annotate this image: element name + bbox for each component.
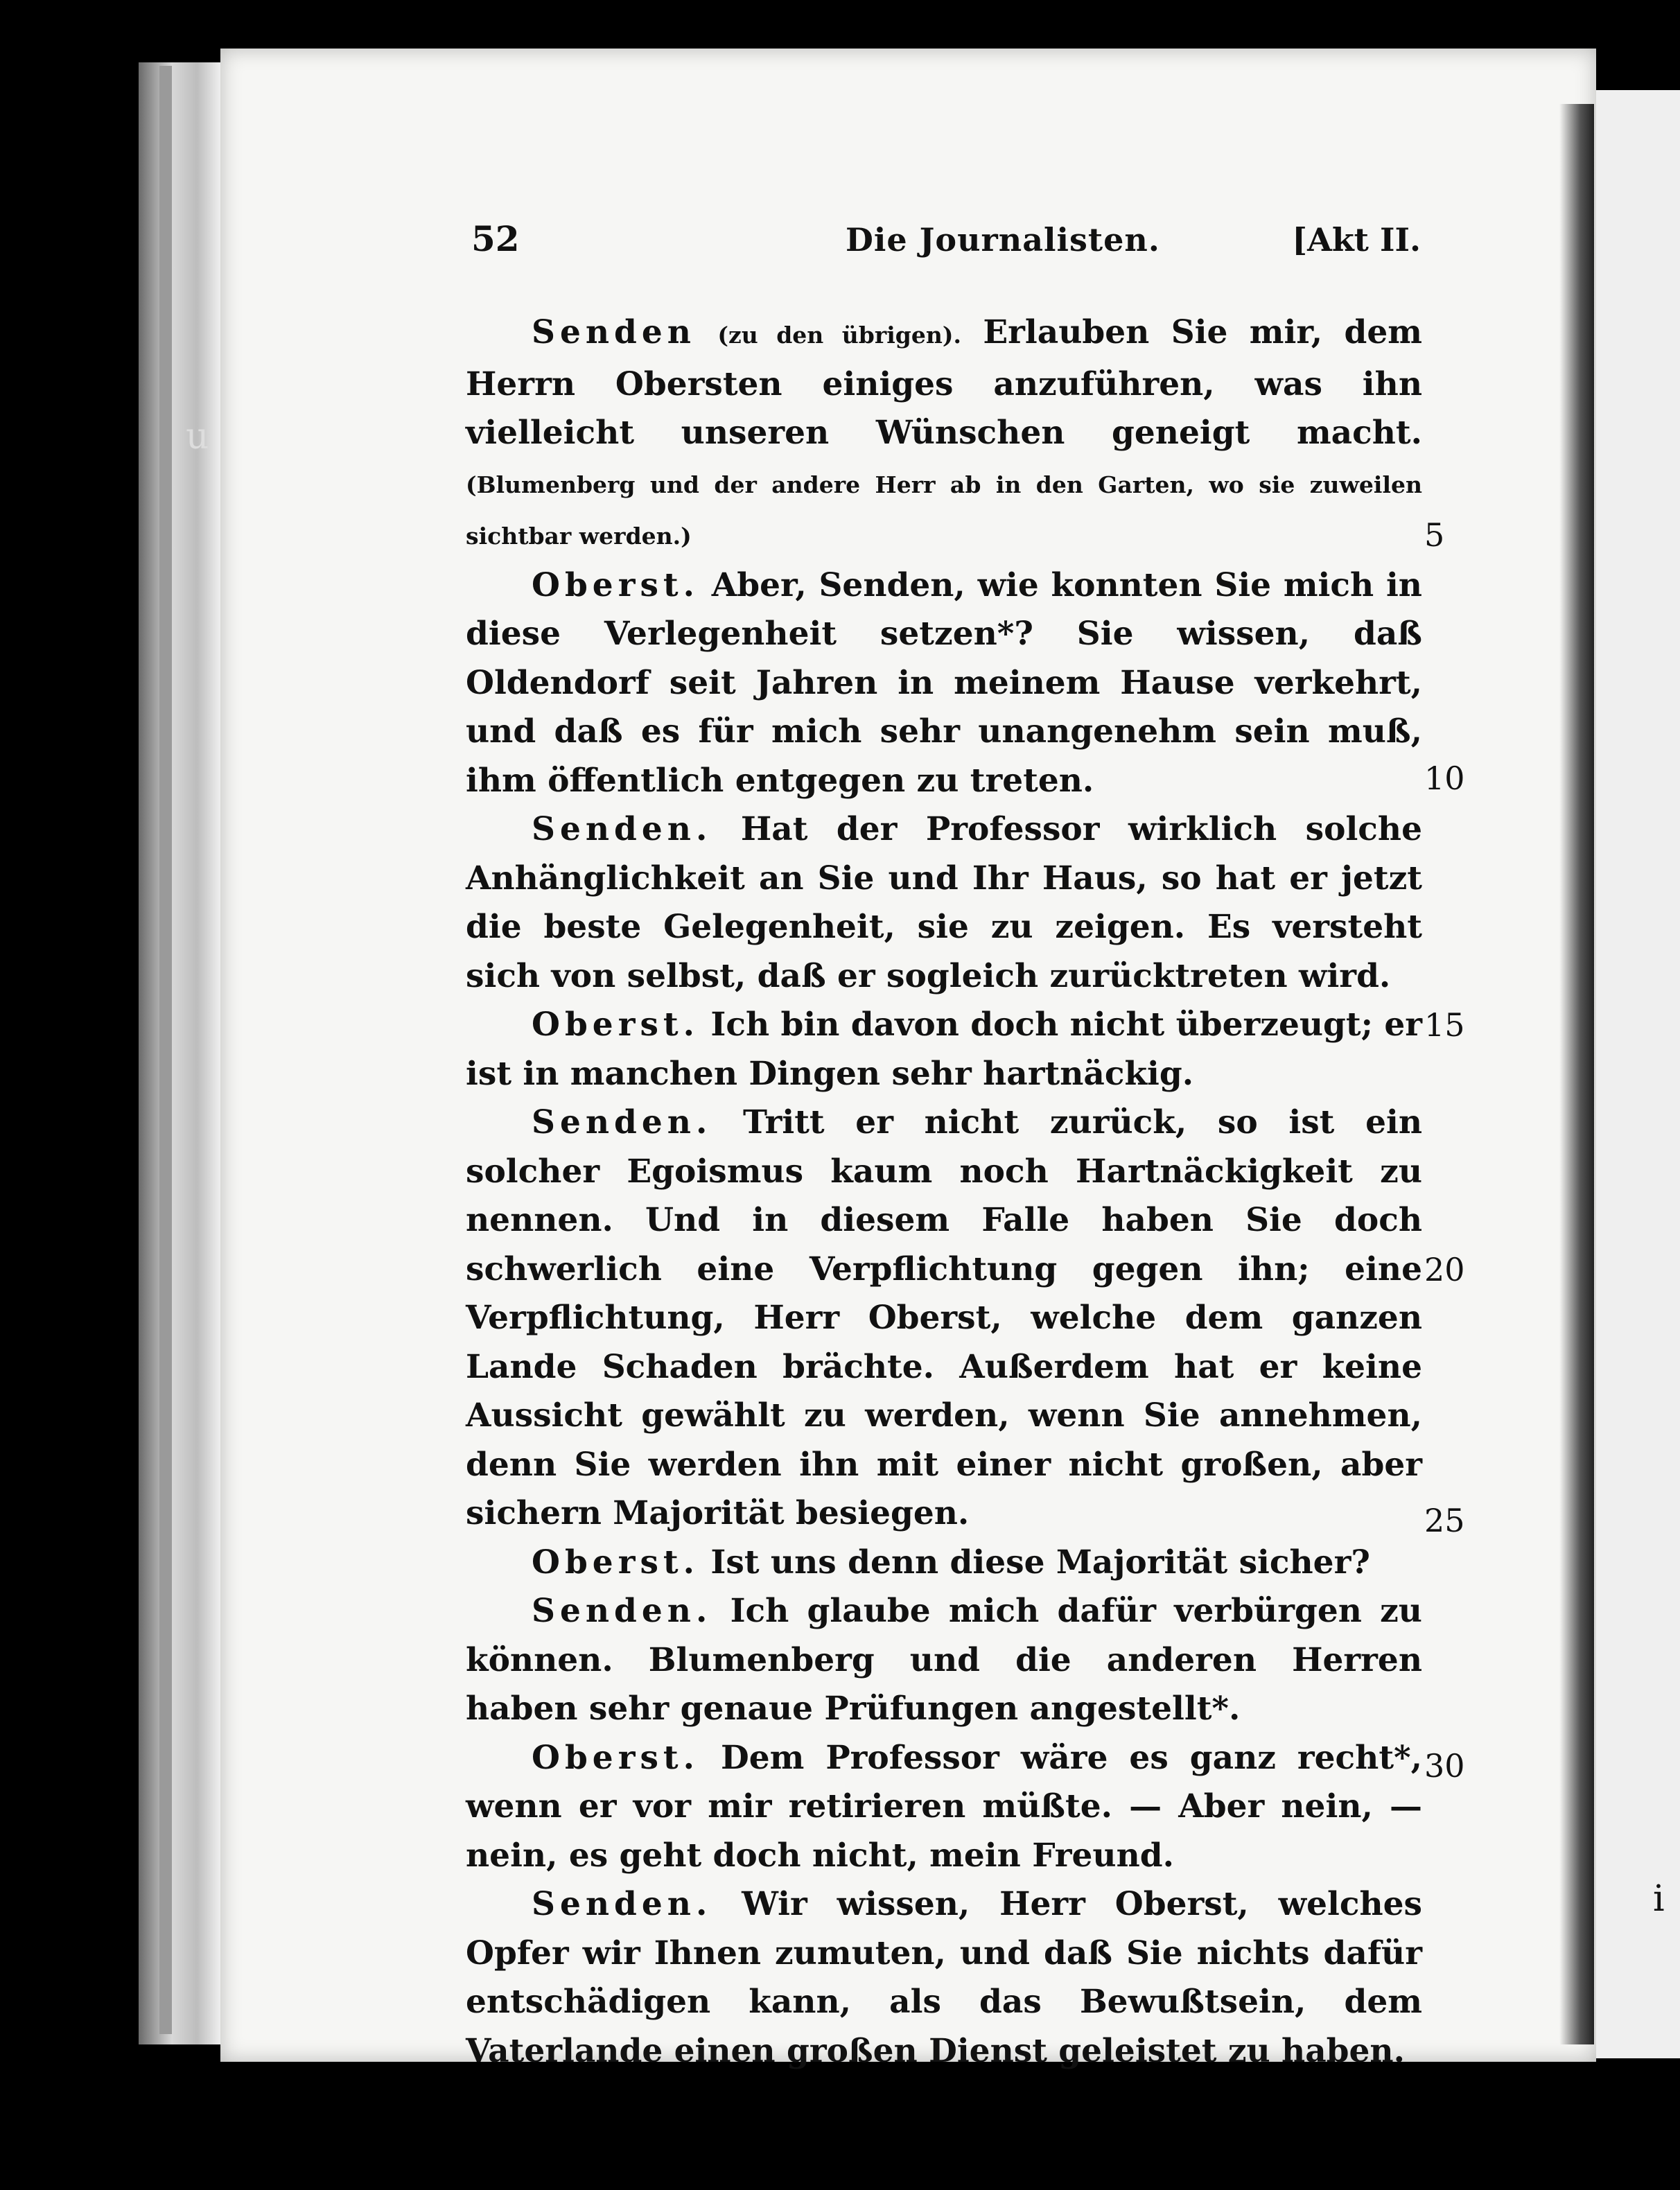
paragraph: [466, 1880, 1422, 2076]
speaker-name: Senden.: [532, 810, 712, 848]
paragraph: [466, 1734, 1422, 1881]
paragraph: [466, 561, 1422, 806]
speaker-name: Senden.: [532, 1885, 712, 1923]
line-number: 30: [1424, 1747, 1465, 1785]
line-number: 5: [1424, 516, 1445, 554]
page-body: [466, 308, 1422, 2076]
paragraph: [466, 805, 1422, 1001]
line-number-margin: [1424, 0, 1507, 2190]
speaker-name: Oberst.: [532, 1006, 700, 1044]
speaker-name: Senden.: [532, 1592, 712, 1630]
line-number: 25: [1424, 1502, 1465, 1539]
dialogue-text: Hat der Professor wirklich solche Anhänglichkeit an Sie und Ihr Haus, so hat er jetzt die beste Gelegenheit, sie zu zeigen. Es versteht sich von selbst, daß er sogleich zurücktreten wird.: [466, 810, 1422, 995]
gutter-shadow: [1559, 104, 1594, 2044]
speaker-name: Oberst.: [532, 566, 700, 604]
dialogue-text: Ich glaube mich dafür verbürgen zu können. Blumenberg und die anderen Herren haben sehr genaue Prüfungen angestellt*.: [466, 1592, 1422, 1728]
dialogue-text: Tritt er nicht zurück, so ist ein solcher Egoismus kaum noch Hartnäckigkeit zu nennen. Und in diesem Falle haben Sie doch schwerlich eine Verpflichtung gegen ihn; eine Verpflichtung, Herr Oberst, welche dem ganzen Lande Schaden brächte. Außerdem hat er keine Aussicht gewählt zu werden, wenn Sie annehmen, denn Sie werden ihn mit einer nicht großen, aber sichern Majorität besiegen.: [466, 1103, 1422, 1532]
dialogue-text: Erlauben Sie mir, dem Herrn Obersten einiges anzuführen, was ihn vielleicht unseren Wünschen geneigt macht.: [466, 313, 1422, 452]
speaker-name: Senden: [532, 313, 696, 351]
paragraph: [466, 1001, 1422, 1098]
running-header: [471, 218, 1421, 274]
dialogue-text: Ist uns denn diese Majorität sicher?: [710, 1543, 1370, 1582]
dialogue-text: Dem Professor wäre es ganz recht*, wenn er vor mir retirieren müßte. — Aber nein, — nein, es geht doch nicht, mein Freund.: [466, 1738, 1422, 1875]
dialogue-text: Aber, Senden, wie konnten Sie mich in diese Verlegenheit setzen*? Sie wissen, daß Oldendorf seit Jahren in meinem Hause verkehrt, und daß es für mich sehr unangenehm sein muß, ihm öffentlich entgegen zu treten.: [466, 566, 1422, 800]
act-label: [Akt II.: [1292, 221, 1421, 259]
running-title: Die Journalisten.: [846, 221, 1160, 259]
book-spine-edge: [139, 62, 222, 2044]
facing-page-edge: [1594, 90, 1680, 2058]
line-number: 15: [1424, 1006, 1465, 1044]
dialogue-text: Wir wissen, Herr Oberst, welches Opfer wir Ihnen zumuten, und daß Sie nichts dafür entschädigen kann, als das Bewußtsein, dem Vaterlande einen großen Dienst geleistet zu haben.: [466, 1885, 1422, 2070]
line-number: 20: [1424, 1251, 1465, 1288]
paragraph: [466, 1098, 1422, 1539]
line-number: 10: [1424, 760, 1465, 797]
paragraph: [466, 1587, 1422, 1734]
paragraph: [466, 308, 1422, 561]
speaker-name: Oberst.: [532, 1738, 700, 1777]
speaker-name: Senden.: [532, 1103, 712, 1141]
stage-direction: (Blumenberg und der andere Herr ab in den Garten, wo sie zuweilen sichtbar werden.): [466, 471, 1422, 550]
right-edge-mark: i: [1653, 1878, 1665, 1920]
dialogue-text: Ich bin davon doch nicht überzeugt; er ist in manchen Dingen sehr hartnäckig.: [466, 1006, 1422, 1093]
paragraph: [466, 1539, 1422, 1588]
speaker-name: Oberst.: [532, 1543, 700, 1582]
stage-direction: (zu den übrigen).: [717, 322, 961, 349]
left-edge-mark: u: [186, 416, 209, 457]
page-number: 52: [471, 218, 520, 259]
back-pages-edge: [159, 66, 172, 2034]
